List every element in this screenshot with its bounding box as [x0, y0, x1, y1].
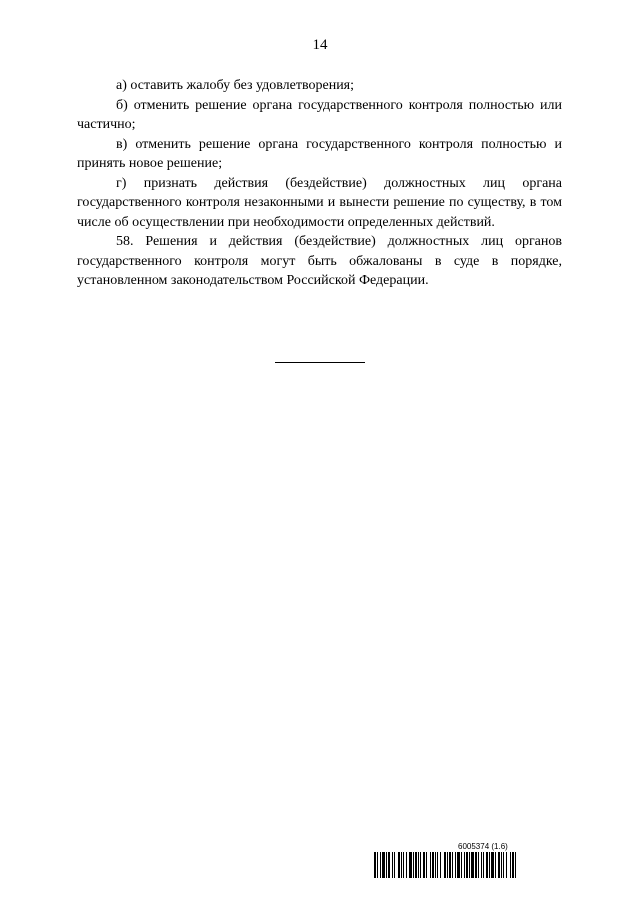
barcode-bar [423, 852, 425, 878]
barcode-bar [444, 852, 446, 878]
barcode-bar [478, 852, 479, 878]
barcode-bar [440, 852, 441, 878]
barcode-bar [466, 852, 468, 878]
barcode-bar [481, 852, 482, 878]
barcode-bar [415, 852, 417, 878]
paragraph-option-b: б) отменить решение органа государственного контроля полностью или частично; [77, 97, 562, 132]
barcode-bar [409, 852, 412, 878]
end-separator-line [275, 362, 365, 363]
barcode-bar [457, 852, 460, 878]
page-number: 14 [312, 37, 328, 53]
barcode-bar [469, 852, 470, 878]
barcode-bar [501, 852, 502, 878]
barcode-bar [437, 852, 438, 878]
barcode-bar [380, 852, 381, 878]
barcode-bar [388, 852, 390, 878]
barcode-bar [464, 852, 465, 878]
document-code: 6005374 (1.6) [458, 842, 508, 851]
barcode-bar [447, 852, 448, 878]
paragraph-option-a: а) оставить жалобу без удовлетворения; [116, 78, 355, 93]
barcode-bar [401, 852, 402, 878]
barcode-bar [398, 852, 400, 878]
barcode-bar [392, 852, 393, 878]
barcode-bar [486, 852, 488, 878]
barcode-bar [510, 852, 511, 878]
barcode-bar [449, 852, 451, 878]
barcode-bar [515, 852, 516, 878]
barcode-bar [377, 852, 378, 878]
barcode-bar [455, 852, 456, 878]
barcode-bar [495, 852, 496, 878]
barcode-bar [461, 852, 462, 878]
barcode-bar [506, 852, 507, 878]
barcode-bar [503, 852, 504, 878]
barcode-icon [374, 852, 590, 878]
barcode-bar [491, 852, 494, 878]
barcode-bar [418, 852, 419, 878]
barcode-bar [403, 852, 404, 878]
barcode-bar [413, 852, 414, 878]
barcode-bar [498, 852, 500, 878]
barcode-bar [512, 852, 514, 878]
barcode-bar [475, 852, 477, 878]
barcode-bar [394, 852, 395, 878]
barcode-bar [471, 852, 474, 878]
barcode-bar [432, 852, 434, 878]
paragraph-58: 58. Решения и действия (бездействие) должностных лиц органов государственного контроля могут быть обжалованы в суде в порядке, установленном законодательством Российской Федерации. [77, 234, 562, 288]
paragraph-option-g: г) признать действия (бездействие) должностных лиц органа государственного контроля незаконными и вынести решение по существу, в том числе об осуществлении при необходимости определенных действий. [77, 175, 562, 230]
barcode-bar [426, 852, 427, 878]
barcode-bar [489, 852, 490, 878]
barcode-bar [386, 852, 387, 878]
barcode-bar [452, 852, 453, 878]
document-body [77, 76, 562, 291]
barcode-bar [483, 852, 484, 878]
paragraph-option-v: в) отменить решение органа государственного контроля полностью и принять новое решение; [77, 136, 562, 171]
barcode-bar [435, 852, 436, 878]
barcode-bar [374, 852, 376, 878]
barcode-bar [382, 852, 385, 878]
barcode-bar [406, 852, 407, 878]
barcode-bar [420, 852, 421, 878]
barcode-bar [430, 852, 431, 878]
